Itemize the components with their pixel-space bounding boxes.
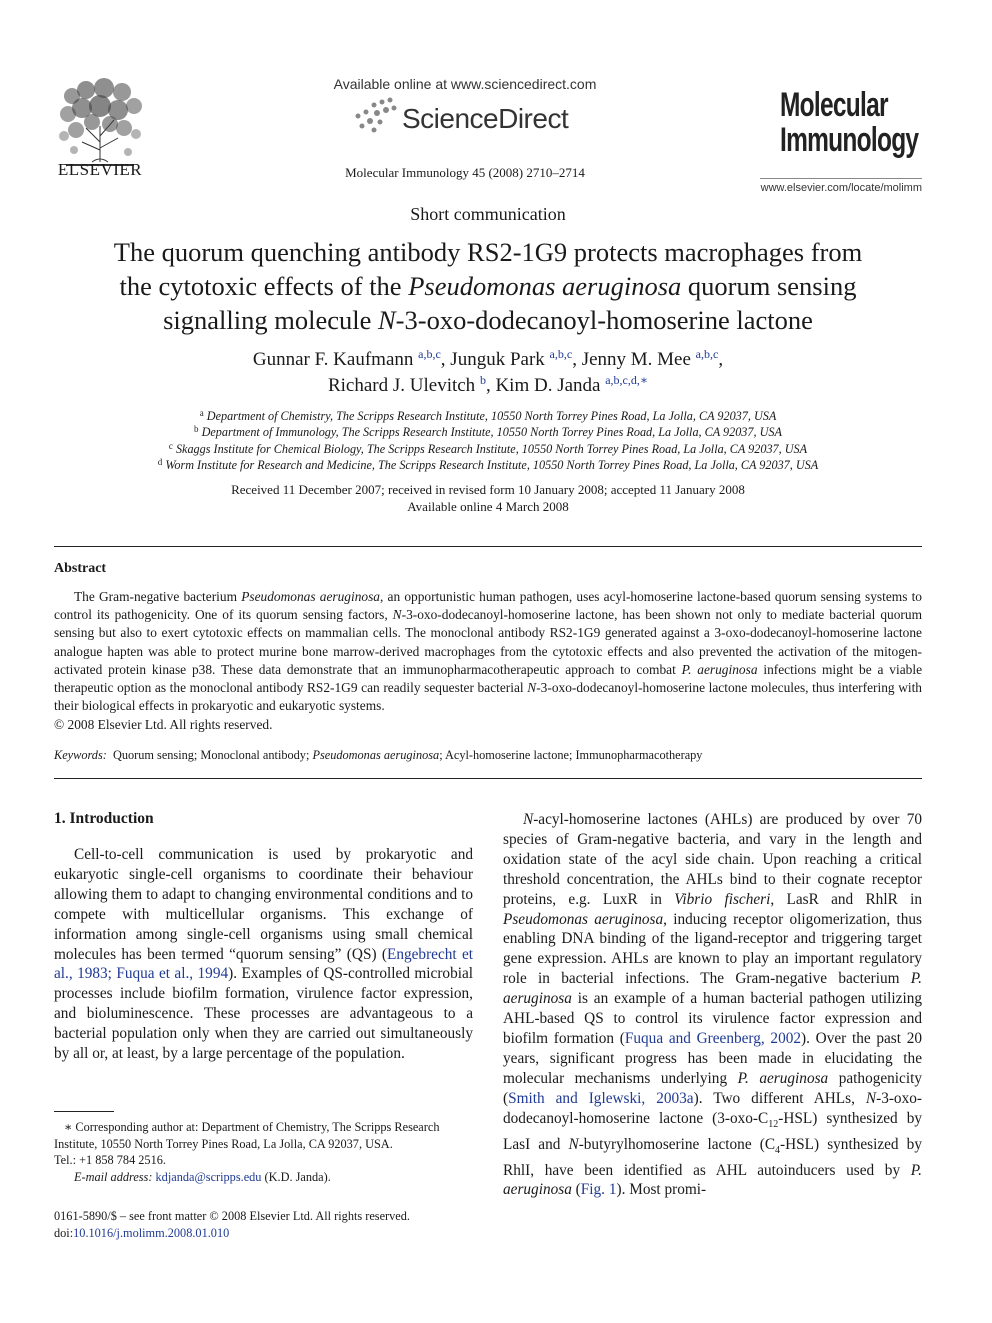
author-name[interactable]: Jenny M. Mee bbox=[581, 349, 691, 370]
body-italic: Vibrio fischeri bbox=[674, 890, 771, 908]
title-text: quorum sensing bbox=[681, 271, 857, 301]
body-text: is an example of a human bacterial pathogen utilizing AHL-based QS to control its virulence factor expression and biofilm formation ( bbox=[503, 990, 922, 1047]
citation-link[interactable]: Engebrecht et al., 1983; Fuqua et al., 1994 bbox=[54, 945, 474, 983]
body-text: , LasR and RhlR in bbox=[770, 890, 922, 908]
email-suffix: (K.D. Janda). bbox=[261, 1169, 331, 1184]
email-link[interactable]: kdjanda@scripps.edu bbox=[155, 1169, 262, 1184]
abstract-text: , an opportunistic human pathogen, uses acyl-homoserine lactone-based quorum sensing systems to control its pathogenicity. One of its quorum sensing factors, bbox=[54, 589, 923, 623]
abstract-text: -3-oxo-dodecanoyl-homoserine lactone, has been shown not only to mediate bacterial quorum sensing but also to exert cytotoxic effects on mammalian cells. The monoclonal antibody RS2-1G9 generated against a 3-oxo-dodecanoyl-homoserine lactone analogue hapten was able to protect murine bone marrow-derived macrophages from the cytotoxic effects and also prevented the activation of the mitogen-activated protein kinase p38. These data demonstrate that an immunopharmacotherapeutic approach to combat bbox=[54, 607, 922, 677]
body-text: ). Examples of QS-controlled microbial processes include biofilm formation, virulence factor expression, and bioluminescence. These processes are advantageous to a bacterial population only when they are carried out simultaneously by all or, at least, by a large percentage of the population. bbox=[54, 965, 474, 1063]
abstract-italic: N bbox=[392, 607, 402, 623]
subscript: 4 bbox=[775, 1144, 781, 1156]
intro-paragraph bbox=[54, 845, 473, 1064]
body-text: -3-oxo-dodecanoyl-homoserine lactone (3-oxo-C bbox=[503, 1089, 922, 1127]
affiliation-text: Worm Institute for Research and Medicine, The Scripps Research Institute, 10550 North Torrey Pines Road, La Jolla, CA 92037, USA bbox=[165, 457, 819, 472]
abstract-italic: Pseudomonas aeruginosa bbox=[241, 589, 381, 604]
title-text: the cytotoxic effects of the bbox=[119, 271, 409, 301]
received-dates: Received 11 December 2007; received in revised form 10 January 2008; accepted 11 January 2008 bbox=[231, 482, 745, 497]
affiliation-key: b bbox=[194, 424, 199, 435]
author-affiliation-marks[interactable]: a,b,c,d,∗ bbox=[605, 373, 649, 387]
body-paragraph bbox=[503, 810, 922, 1200]
body-text: pathogenicity ( bbox=[503, 1069, 922, 1107]
footnote-star: ∗ bbox=[64, 1120, 73, 1134]
affiliation-text: Skaggs Institute for Chemical Biology, The Scripps Research Institute, 10550 North Torrey Pines Road, La Jolla, CA 92037, USA bbox=[175, 441, 808, 456]
sciencedirect-dots-icon bbox=[350, 96, 400, 136]
doi-link[interactable]: 10.1016/j.molimm.2008.01.010 bbox=[73, 1225, 230, 1240]
body-italic: N bbox=[523, 811, 534, 828]
email-label: E-mail address: bbox=[74, 1169, 153, 1184]
author-list bbox=[60, 347, 916, 399]
body-text: -butyrylhomoserine lactone (C bbox=[578, 1135, 776, 1153]
abstract-top-rule bbox=[54, 546, 922, 547]
available-online-date: Available online 4 March 2008 bbox=[407, 498, 569, 514]
affiliation-key: a bbox=[199, 408, 204, 418]
body-italic: Pseudomonas aeruginosa bbox=[503, 910, 664, 928]
keywords bbox=[54, 748, 922, 763]
author-separator: , bbox=[485, 375, 496, 396]
title-species: Pseudomonas aeruginosa bbox=[408, 271, 682, 301]
sciencedirect-wordmark: ScienceDirect bbox=[402, 103, 569, 134]
abstract-text: The Gram-negative bacterium bbox=[74, 589, 242, 604]
keywords-label: Keywords: bbox=[54, 748, 107, 762]
body-text: , inducing receptor oligomerization, thus enabling DNA binding of the ligand-receptor and triggering target gene expression. AHLs are known to play an important regulatory role in bacterial infections. The Gram-negative bacterium bbox=[503, 910, 922, 988]
affiliation-text: Department of Immunology, The Scripps Research Institute, 10550 North Torrey Pines Road, La Jolla, CA 92037, USA bbox=[201, 425, 782, 440]
body-text: ). Most promi- bbox=[616, 1181, 707, 1199]
footnote-rule bbox=[54, 1111, 114, 1112]
body-text: -HSL) synthesized by LasI and bbox=[503, 1109, 922, 1153]
body-italic: P. aeruginosa bbox=[503, 970, 922, 1008]
abstract-italic: N bbox=[527, 680, 537, 696]
body-text: ). Over the past 20 years, significant progress has been made in elucidating the molecular mechanisms underlying bbox=[503, 1029, 922, 1087]
abstract-heading: Abstract bbox=[54, 561, 107, 576]
title-line: The quorum quenching antibody RS2-1G9 protects macrophages from bbox=[113, 237, 863, 267]
author-affiliation-marks[interactable]: a,b,c bbox=[418, 347, 441, 361]
issn-block bbox=[54, 1208, 473, 1241]
publisher-name: ELSEVIER bbox=[57, 160, 143, 179]
body-text: -HSL) synthesized by RhlI, have been identified as AHL autoinducers used by bbox=[503, 1135, 922, 1179]
abstract-text: infections might be a viable therapeutic option as the monoclonal antibody RS2-1G9 can readily sequester bacterial bbox=[54, 661, 923, 696]
journal-citation: Molecular Immunology 45 (2008) 2710–2714 bbox=[345, 165, 585, 180]
abstract-copyright: © 2008 Elsevier Ltd. All rights reserved. bbox=[54, 717, 273, 732]
section-heading-introduction: 1. Introduction bbox=[54, 810, 154, 827]
left-column bbox=[54, 810, 473, 1064]
body-text: -acyl-homoserine lactones (AHLs) are produced by over 70 species of Gram-negative bacteria, and vary in the length and oxidation state of the acyl side chain. Upon reaching a critical threshold concentration, the AHLs bind to their cognate receptor proteins, e.g. LuxR in bbox=[503, 811, 922, 908]
doi-label: doi: bbox=[54, 1225, 74, 1240]
affiliation-text: Department of Chemistry, The Scripps Research Institute, 10550 North Torrey Pines Road, La Jolla, CA 92037, USA bbox=[206, 409, 777, 423]
affiliation-key: d bbox=[157, 456, 163, 467]
title-text: signalling molecule bbox=[163, 305, 378, 335]
title-italic-n: N bbox=[377, 305, 396, 335]
journal-title bbox=[780, 88, 918, 158]
body-italic: P. aeruginosa bbox=[503, 1161, 922, 1199]
body-italic: N bbox=[865, 1089, 877, 1107]
abstract-text: -3-oxo-dodecanoyl-homoserine lactone molecules, thus interfering with their biological effects in prokaryotic and eukaryotic systems. bbox=[54, 680, 922, 714]
abstract-bottom-rule bbox=[54, 778, 922, 779]
author-name[interactable]: Junguk Park bbox=[450, 349, 545, 370]
author-name[interactable]: Kim D. Janda bbox=[495, 375, 601, 396]
citation-link[interactable]: Fuqua and Greenberg, 2002 bbox=[624, 1029, 802, 1047]
article-type: Short communication bbox=[410, 204, 566, 224]
corresponding-author: Corresponding author at: Department of Chemistry, The Scripps Research Institute, 10550 North Torrey Pines Road, La Jolla, CA 92037, USA. bbox=[54, 1120, 440, 1151]
body-text: ). Two different AHLs, bbox=[693, 1089, 866, 1107]
body-italic: P. aeruginosa bbox=[737, 1069, 829, 1087]
body-italic: N bbox=[568, 1135, 579, 1153]
right-column bbox=[503, 810, 922, 1200]
journal-url-link[interactable]: www.elsevier.com/locate/molimm bbox=[760, 182, 922, 194]
body-text: Cell-to-cell communication is used by prokaryotic and eukaryotic single-cell organisms to coordinate their behaviour allowing them to adapt to changing environmental conditions and to compete with multicellular organisms. This exchange of information among single-cell organisms using small chemical molecules has been termed “quorum sensing” (QS) ( bbox=[54, 846, 473, 963]
available-online-line: Available online at www.sciencedirect.com bbox=[333, 76, 597, 92]
author-separator: , bbox=[718, 349, 724, 370]
keywords-text: Quorum sensing; Monoclonal antibody; bbox=[112, 748, 313, 762]
article-dates bbox=[60, 482, 916, 515]
abstract-body bbox=[54, 588, 922, 715]
author-affiliation-marks[interactable]: a,b,c bbox=[549, 347, 573, 361]
issn-line: 0161-5890/$ – see front matter © 2008 Elsevier Ltd. All rights reserved. bbox=[54, 1209, 410, 1223]
header-divider bbox=[760, 178, 922, 179]
subscript: 12 bbox=[768, 1118, 779, 1130]
author-name[interactable]: Gunnar F. Kaufmann bbox=[252, 349, 414, 370]
author-separator: , bbox=[440, 349, 451, 370]
abstract-italic: P. aeruginosa bbox=[681, 661, 758, 677]
affiliations bbox=[60, 408, 916, 473]
citation-link[interactable]: Smith and Iglewski, 2003a bbox=[508, 1089, 694, 1107]
keywords-text: ; Acyl-homoserine lactone; Immunopharmacotherapy bbox=[439, 748, 703, 762]
author-affiliation-marks[interactable]: a,b,c bbox=[695, 347, 719, 361]
article-title bbox=[60, 235, 916, 337]
telephone: Tel.: +1 858 784 2516. bbox=[54, 1153, 166, 1168]
figure-link[interactable]: Fig. 1 bbox=[580, 1181, 617, 1199]
author-separator: , bbox=[572, 349, 582, 370]
journal-title-line1: Molecular bbox=[780, 86, 888, 124]
body-text: ( bbox=[571, 1181, 581, 1199]
footnotes bbox=[54, 1119, 473, 1185]
affiliation-key: c bbox=[168, 440, 173, 451]
keywords-italic: Pseudomonas aeruginosa bbox=[312, 748, 440, 762]
author-name[interactable]: Richard J. Ulevitch bbox=[327, 375, 476, 396]
author-affiliation-marks[interactable]: b bbox=[479, 373, 486, 387]
journal-title-line2: Immunology bbox=[780, 121, 919, 159]
title-text: -3-oxo-dodecanoyl-homoserine lactone bbox=[395, 305, 813, 335]
